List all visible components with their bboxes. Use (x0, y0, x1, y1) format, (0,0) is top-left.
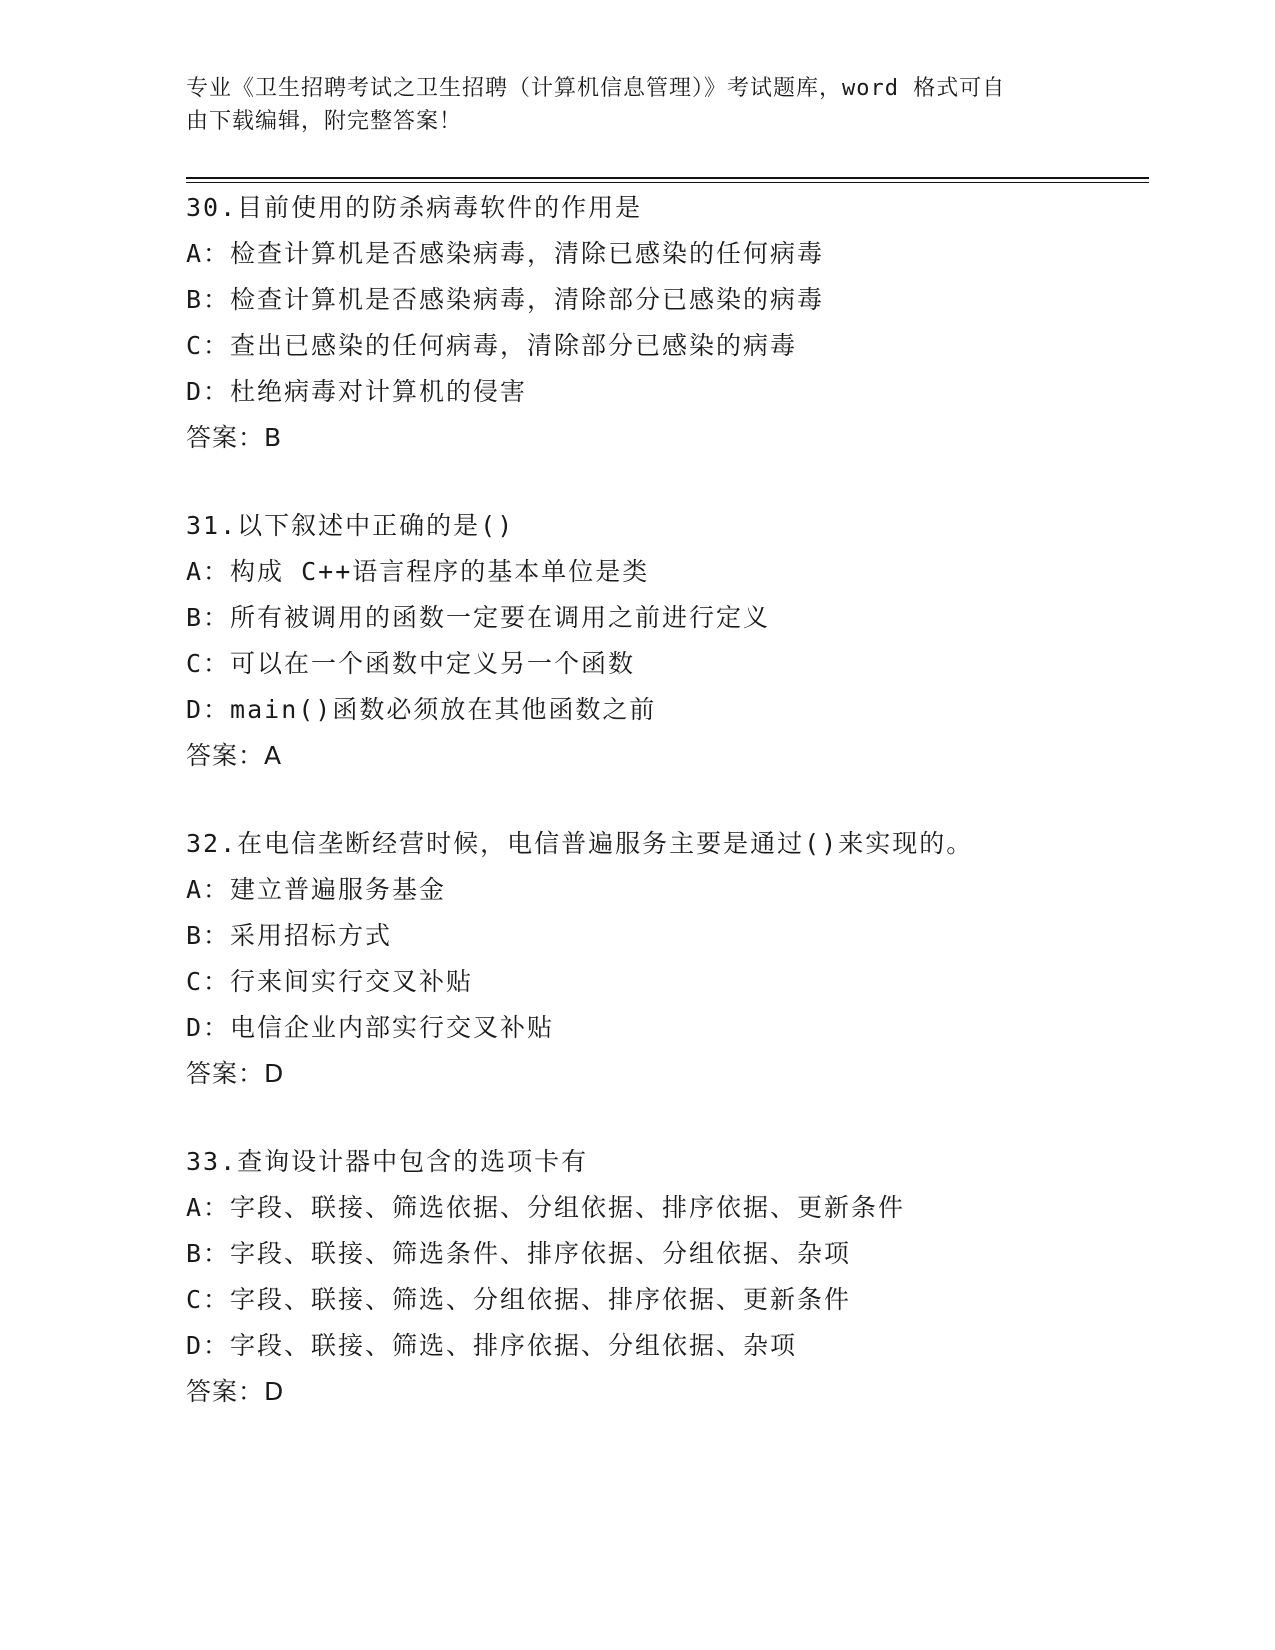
option-c: C：查出已感染的任何病毒，清除部分已感染的病毒 (186, 331, 798, 360)
answer: 答案：D (186, 1377, 285, 1406)
question-32 (186, 821, 1146, 1097)
option-c: C：可以在一个函数中定义另一个函数 (186, 649, 636, 678)
option-d: D：字段、联接、筛选、排序依据、分组依据、杂项 (186, 1331, 798, 1360)
question-stem: 33.查询设计器中包含的选项卡有 (186, 1147, 589, 1176)
option-c: C：行来间实行交叉补贴 (186, 967, 474, 996)
option-b: B：所有被调用的函数一定要在调用之前进行定义 (186, 603, 771, 632)
option-d: D：main()函数必须放在其他函数之前 (186, 695, 657, 724)
option-d: D：电信企业内部实行交叉补贴 (186, 1013, 555, 1042)
question-31 (186, 503, 1146, 779)
option-b: B：采用招标方式 (186, 921, 393, 950)
header-rule-thick (186, 177, 1149, 179)
answer: 答案：B (186, 423, 283, 452)
option-a: A：建立普遍服务基金 (186, 875, 447, 904)
question-33 (186, 1139, 1146, 1415)
question-30 (186, 185, 1146, 461)
question-stem: 30.目前使用的防杀病毒软件的作用是 (186, 193, 643, 222)
answer: 答案：A (186, 741, 283, 770)
option-b: B：字段、联接、筛选条件、排序依据、分组依据、杂项 (186, 1239, 852, 1268)
option-a: A：检查计算机是否感染病毒，清除已感染的任何病毒 (186, 239, 825, 268)
answer: 答案：D (186, 1059, 285, 1088)
document-header (186, 72, 1066, 138)
option-d: D：杜绝病毒对计算机的侵害 (186, 377, 528, 406)
option-b: B：检查计算机是否感染病毒，清除部分已感染的病毒 (186, 285, 825, 314)
question-stem: 32.在电信垄断经营时候，电信普遍服务主要是通过()来实现的。 (186, 829, 974, 858)
option-c: C：字段、联接、筛选、分组依据、排序依据、更新条件 (186, 1285, 852, 1314)
option-a: A：字段、联接、筛选依据、分组依据、排序依据、更新条件 (186, 1193, 906, 1222)
question-stem: 31.以下叙述中正确的是() (186, 511, 515, 540)
header-rule-thin (186, 182, 1149, 183)
option-a: A：构成 C++语言程序的基本单位是类 (186, 557, 650, 586)
header-line-1: 专业《卫生招聘考试之卫生招聘（计算机信息管理）》考试题库，word 格式可自 (186, 76, 1006, 101)
header-line-2: 由下载编辑，附完整答案！ (186, 109, 463, 134)
